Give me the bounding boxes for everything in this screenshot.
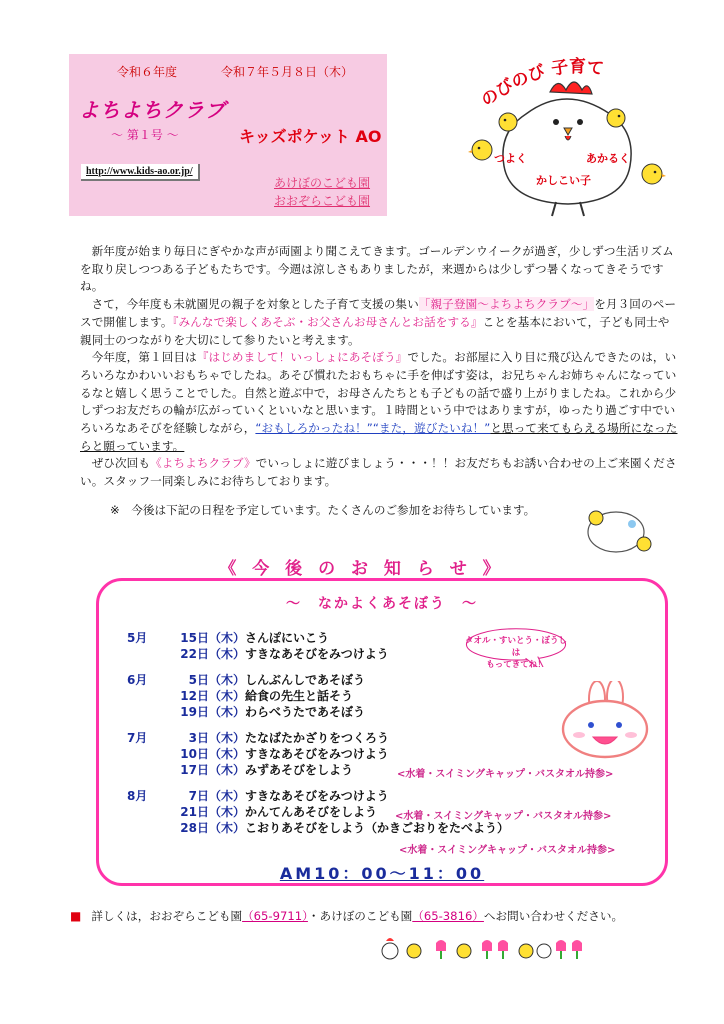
schedule-row: 7月 3日（木）たなばたかざりをつくろう <box>127 731 390 745</box>
issue-number: ～ 第１号 ～ <box>111 128 179 142</box>
schedule-row: 5月 15日（木）さんぽにいこう <box>127 631 330 645</box>
items-to-bring-note: <水着・スイミングキャップ・バスタオル持参> <box>399 845 616 856</box>
schedule-row: 12日（木）給食の先生と話そう <box>180 689 354 703</box>
issue-date: 令和７年５月８日（木） <box>221 65 354 79</box>
schedule-row: 8月 7日（木）すきなあそびをみつけよう <box>127 789 389 803</box>
phone-oozora[interactable]: （65-9711） <box>242 909 308 923</box>
chick-icon-top-right <box>607 109 625 127</box>
chick-icon-right <box>642 164 666 184</box>
phone-akebono[interactable]: （65-3816） <box>412 909 484 923</box>
fiscal-year: 令和６年度 <box>117 65 178 79</box>
schedule-row: 19日（木）わらべうたであそぼう <box>180 705 366 719</box>
chicken-logo <box>468 52 668 222</box>
logo-word-bright: あかるく <box>586 152 630 165</box>
schedule-row: 28日（木）こおりあそびをしよう（かきごおりをたべよう） <box>180 821 510 835</box>
paragraph-2: さて，今年度も未就園児の親子を対象とした子育て支援の集い「親子登園～よちよちクラブ～」を月３回のペースで開催します。『みんなで楽しくあそぶ・お父さんお母さんとお話をする』ことを基本において，子ども同士や親同士のつながりを大切にして参りたいと考えます。 <box>80 297 677 347</box>
items-to-bring-note: <水着・スイミングキャップ・バスタオル持参> <box>397 769 614 780</box>
logo-word-smart: かしこい子 <box>536 174 591 187</box>
event-schedule-box <box>96 578 668 886</box>
chick-icon-left <box>468 140 492 160</box>
schedule-row: 17日（木）みずあそびをしよう <box>180 763 354 777</box>
school-name-akebono: あけぼのこども園 <box>274 176 371 190</box>
logo-title: のびのび 子育て <box>477 57 605 111</box>
egg-chick-icon <box>586 508 656 556</box>
chick-icon-top-left <box>499 113 517 131</box>
paragraph-1: 新年度が始まり毎日にぎやかな声が両園より聞こえてきます。ゴールデンウイークが過ぎ，少しずつ生活リズムを取り戻しつつある子どもたちです。今週は涼しさもありましたが，来週からは少しずつ暑くなってきそうですね。 <box>80 244 674 294</box>
notice-title: 《 今 後 の お 知 ら せ 》 <box>219 559 505 579</box>
bullet-icon: ■ <box>70 909 82 923</box>
event-time: AM10：00～11：00 <box>279 864 485 883</box>
publisher-name: キッズポケット AO <box>239 127 382 146</box>
schedule-note: ※ 今後は下記の日程を予定しています。たくさんのご参加をお待ちしています。 <box>110 503 536 517</box>
bunny-face-icon <box>557 681 653 759</box>
logo-word-strong: つよく <box>494 152 527 165</box>
schedule-row: 10日（木）すきなあそびをみつけよう <box>180 747 389 761</box>
schedule-row: 21日（木）かんてんあそびをしよう <box>180 805 378 819</box>
body-text <box>80 243 680 491</box>
newsletter-title: よちよちクラブ <box>79 98 226 122</box>
schedule-row: 6月 5日（木）しんぶんしであそぼう <box>127 673 366 687</box>
website-link[interactable]: http://www.kids-ao.or.jp/ <box>81 164 200 181</box>
schedule-subtitle: ～ なかよくあそぼう ～ <box>286 596 478 612</box>
chicks-and-tulips-decoration <box>378 935 588 961</box>
items-to-bring-note: <水着・スイミングキャップ・バスタオル持参> <box>395 811 612 822</box>
bubble-text: タオル・すいとう・ぼうしは もってきてね！ <box>464 636 567 670</box>
paragraph-3: 今年度，第１回目は『はじめまして！いっしょにあそぼう』でした。お部屋に入り目に飛び込んできたのは，いろいろなかわいいおもちゃでしたね。あそび慣れたおもちゃに手を伸ばす姿は，お兄ちゃんお姉ちゃんになっているなと嬉しく思うことでした。自然と遊ぶ中で，お母さんたちとも子どもの話で盛り上がりましたね。これから少しずつお友だちの輪が広がっていくといいなと思います。１時間という中ではありますが，ゆったり過ごす中でいろいろなあそびを経験しながら，“おもしろかったね！”“また，遊びたいね！”と思って来てもらえる場所になったらと願っています。 <box>80 350 678 453</box>
header-box <box>69 54 387 216</box>
school-name-oozora: おおぞらこども園 <box>274 194 371 208</box>
contact-info: ■ 詳しくは，おおぞらこども園（65-9711）・あけぼのこども園（65-3816）へお問い合わせください。 <box>70 909 624 923</box>
paragraph-4: ぜひ次回も《よちよちクラブ》でいっしょに遊びましょう・・・！！お友だちもお誘い合わせの上ご来園ください。スタッフ一同楽しみにお待ちしております。 <box>80 456 677 489</box>
schedule-row: 22日（木）すきなあそびをみつけよう <box>180 647 389 661</box>
